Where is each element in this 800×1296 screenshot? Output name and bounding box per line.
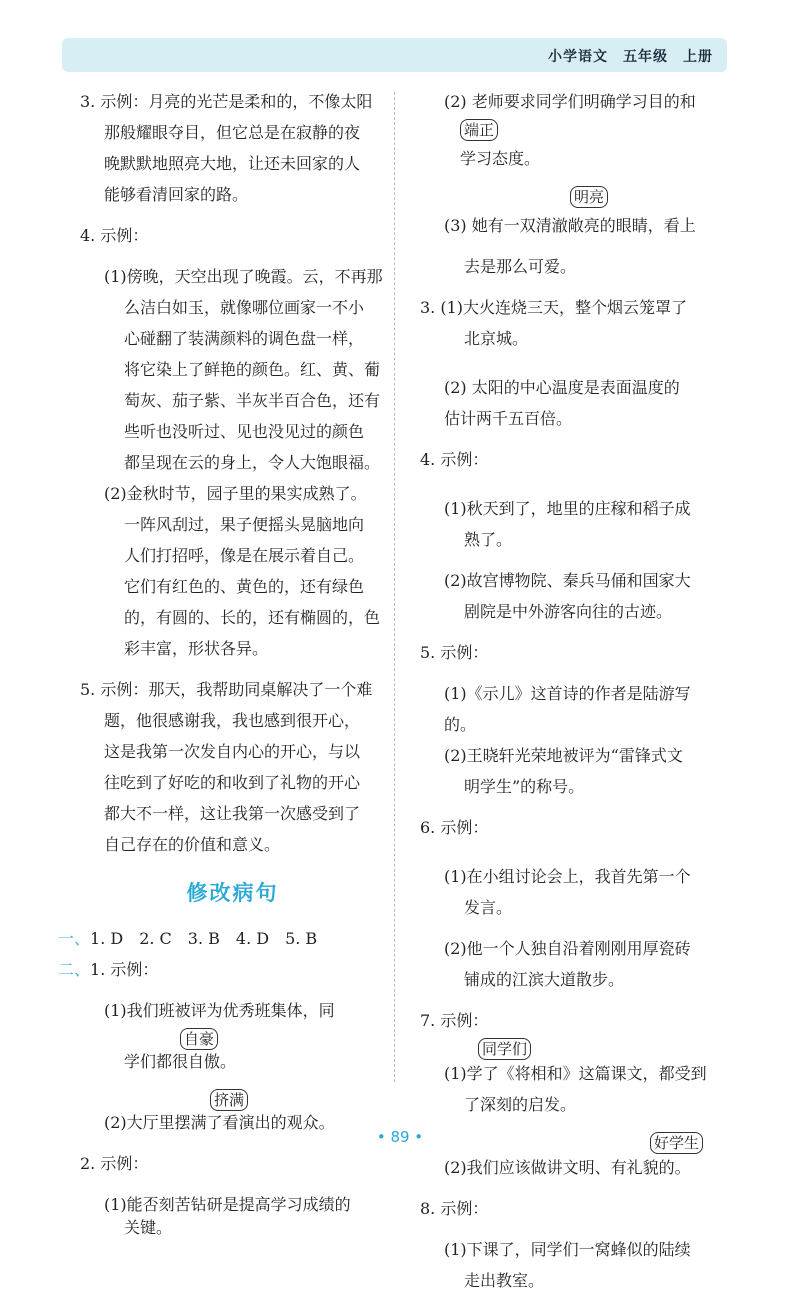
correction-mark: 明亮 [570, 186, 608, 208]
text-line: (2)我们应该做讲文明、有礼貌的。 [444, 1158, 691, 1177]
text-line: (1)傍晚，天空出现了晚霞。云，不再那 [104, 267, 383, 286]
text-line: 这是我第一次发自内心的开心，与以 [104, 742, 361, 761]
text-line: 都大不一样，这让我第一次感受到了 [104, 804, 361, 823]
text-line: 它们有红色的、黄色的，还有绿色 [124, 577, 365, 596]
text-line: 都呈现在云的身上，令人大饱眼福。 [124, 453, 381, 472]
text-line: (1)在小组讨论会上，我首先第一个 [444, 867, 691, 886]
text-line: (2) 太阳的中心温度是表面温度的 [444, 378, 680, 397]
correction-mark: 自豪 [180, 1028, 218, 1050]
part-2-q1-label [58, 954, 385, 985]
text-line: 的，有圆的、长的，还有椭圆的，色 [124, 608, 381, 627]
header-title: 小学语文 五年级 上册 [548, 49, 713, 65]
text-line: 3. (1)大火连烧三天，整个烟云笼罩了 [420, 298, 688, 317]
correction-line [420, 184, 720, 210]
text-line: 萄灰、茄子紫、半灰半百合色，还有 [124, 391, 381, 410]
page-number: • 89 • [376, 1128, 424, 1146]
text-line: 5. 示例：那天，我帮助同桌解决了一个难 [80, 680, 373, 699]
text-line: (2)大厅里摆满了看演出的观众。 [104, 1113, 335, 1132]
text-line: 题，他很感谢我，我也感到很开心， [104, 711, 361, 730]
text-line: 么洁白如玉，就像哪位画家一不小 [124, 298, 365, 317]
text-line: 估计两千五百倍。 [444, 409, 573, 428]
text-line: (2)王晓轩光荣地被评为“雷锋式文 [444, 746, 683, 765]
text-line: 自己存在的价值和意义。 [104, 835, 281, 854]
text-line: (2)他一个人独自沿着刚刚用厚瓷砖 [444, 939, 691, 958]
answer-8-label: 8. 示例： [420, 1199, 489, 1218]
text-line: 心碰翻了装满颜料的调色盘一样， [124, 329, 365, 348]
answer-4-label: 4. 示例： [420, 450, 489, 469]
text-line: (2) 老师要求同学们明确学习目的和 [444, 92, 696, 111]
text-line: (1)我们班被评为优秀班集体，同 [104, 1001, 335, 1020]
text-line: 3. 示例：月亮的光芒是柔和的，不像太阳 [80, 92, 373, 111]
text-line: 了深刻的启发。 [464, 1095, 577, 1114]
correction-mark: 同学们 [478, 1038, 531, 1060]
text-line: 学们都很自傲。 [124, 1052, 237, 1071]
text-line: 彩丰富，形状各异。 [124, 639, 269, 658]
text-line: 往吃到了好吃的和收到了礼物的开心 [104, 773, 361, 792]
header-bar [62, 38, 727, 72]
text-line: 铺成的江滨大道散步。 [464, 970, 625, 989]
text-line: 明学生”的称号。 [464, 777, 585, 796]
answer-7-label: 7. 示例： [420, 1011, 489, 1030]
text-line: (1)《示儿》这首诗的作者是陆游写的。 [444, 684, 691, 734]
text-line: 去是那么可爱。 [464, 257, 577, 276]
text-line: (3) 她有一双清澈敞亮的眼睛，看上 [444, 216, 696, 235]
answer-4-label: 4. 示例： [80, 226, 149, 245]
text-line: (1)秋天到了，地里的庄稼和稻子成 [444, 499, 691, 518]
text-line: (1)下课了，同学们一窝蜂似的陆续 [444, 1240, 691, 1259]
section-title: 修改病句 [186, 881, 279, 905]
text-line: (1)学了《将相和》这篇课文，都受到 [444, 1064, 707, 1083]
correction-line [420, 117, 720, 143]
text-line: (1)能否刻苦钻研是提高学习成绩的 [104, 1195, 351, 1214]
text-line: 那般耀眼夺目，但它总是在寂静的夜 [104, 123, 361, 142]
text-line: (2)故宫博物院、秦兵马俑和国家大 [444, 571, 691, 590]
text-line: 关键。 [124, 1218, 173, 1237]
text-line: 晚默默地照亮大地，让还未回家的人 [104, 154, 361, 173]
text-line: (2)金秋时节，园子里的果实成熟了。 [104, 484, 367, 503]
answer-5-label: 5. 示例： [420, 643, 489, 662]
answer-6-label: 6. 示例： [420, 818, 489, 837]
text-line: 一阵风刮过，果子便摇头晃脑地向 [124, 515, 365, 534]
correction-mark: 挤满 [210, 1089, 248, 1111]
part-2-q1-text: 1. 示例： [90, 960, 159, 979]
text-line: 能够看清回家的路。 [104, 185, 249, 204]
answer-4-1 [80, 261, 385, 478]
part-1-text: 1. D 2. C 3. B 4. D 5. B [90, 929, 318, 948]
right-column [420, 86, 720, 1296]
text-line: 些听也没听过、见也没见过的颜色 [124, 422, 365, 441]
answer-5 [80, 674, 385, 860]
column-divider [394, 92, 395, 1082]
text-line: 走出教室。 [464, 1271, 545, 1290]
left-column [58, 86, 385, 1243]
text-line: 学习态度。 [460, 149, 541, 168]
text-line: 将它染上了鲜艳的颜色。红、黄、葡 [124, 360, 381, 379]
part-1-answers [58, 923, 385, 954]
correction-mark: 端正 [460, 119, 498, 141]
correction-mark: 好学生 [650, 1132, 703, 1154]
text-line: 熟了。 [464, 530, 513, 549]
answer-4-2 [80, 478, 385, 664]
part-2-q2-label: 2. 示例： [80, 1154, 149, 1173]
part-1-number: 一、 [58, 929, 91, 948]
text-line: 北京城。 [464, 329, 529, 348]
answer-3 [80, 86, 385, 210]
text-line: 剧院是中外游客向往的古迹。 [464, 602, 673, 621]
text-line: 发言。 [464, 898, 513, 917]
text-line: 人们打招呼，像是在展示着自己。 [124, 546, 365, 565]
part-2-number: 二、 [58, 960, 91, 979]
